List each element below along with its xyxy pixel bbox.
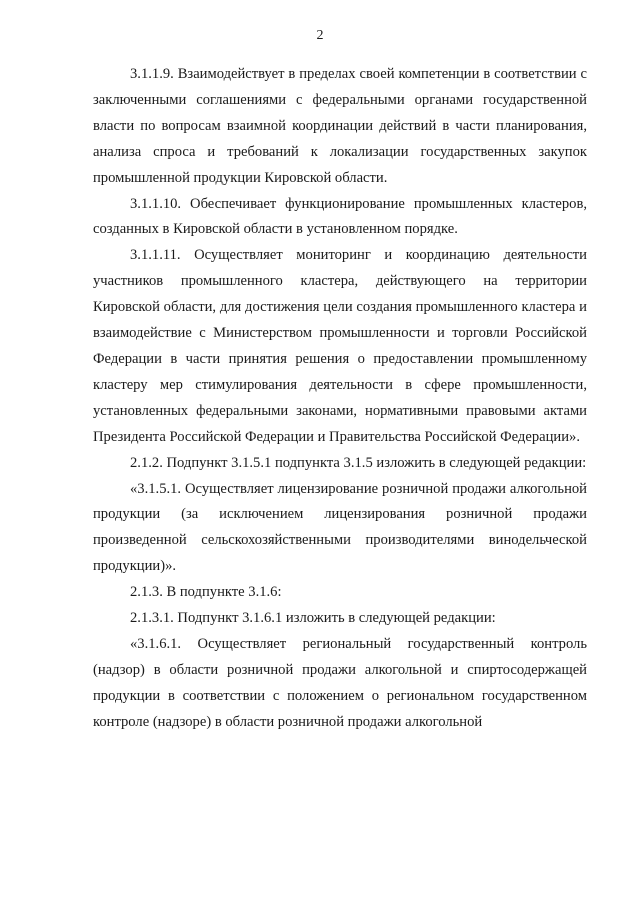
paragraph-2-1-3: 2.1.3. В подпункте 3.1.6:: [130, 584, 282, 601]
paragraph-3-1-1-9: 3.1.1.9. Взаимодействует в пределах своей компетенции в соответствии с заключенными соглашениями с федеральными органами государственной власти по вопросам взаимной координации действий в части планирования, анализа спроса и требований к локализации государственных закупок промышленной продукции Кировской области.: [93, 66, 587, 186]
paragraph-3-1-1-11: 3.1.1.11. Осуществляет мониторинг и координацию деятельности участников промышленного кластера, действующего на территории Кировской области, для достижения цели создания промышленного кластера и взаимодействие с Министерством промышленности и торговли Российской Федерации в части принятия решения о предоставлении промышленному кластеру мер стимулирования деятельности в сфере промышленности, установленных федеральными законами, нормативными правовыми актами Президента Российской Федерации и Правительства Российской Федерации».: [93, 247, 587, 445]
page-number: 2: [316, 28, 324, 43]
paragraph-2-1-3-1: 2.1.3.1. Подпункт 3.1.6.1 изложить в следующей редакции:: [130, 610, 496, 627]
paragraph-3-1-6-1: «3.1.6.1. Осуществляет региональный государственный контроль (надзор) в области розничной продажи алкогольной и спиртосодержащей продукции в соответствии с положением о региональном государственном контроле (надзоре) в области розничной продажи алкогольной: [93, 635, 587, 730]
paragraph-2-1-2: 2.1.2. Подпункт 3.1.5.1 подпункта 3.1.5 изложить в следующей редакции:: [130, 454, 587, 471]
paragraph-3-1-5-1: «3.1.5.1. Осуществляет лицензирование розничной продажи алкогольной продукции (за исключением лицензирования розничной продажи произведенной сельскохозяйственными производителями винодельческой продукции)».: [93, 480, 587, 575]
document-body: [93, 62, 587, 736]
paragraph-3-1-1-10: 3.1.1.10. Обеспечивает функционирование промышленных кластеров, созданных в Кировской области в установленном порядке.: [93, 195, 587, 238]
